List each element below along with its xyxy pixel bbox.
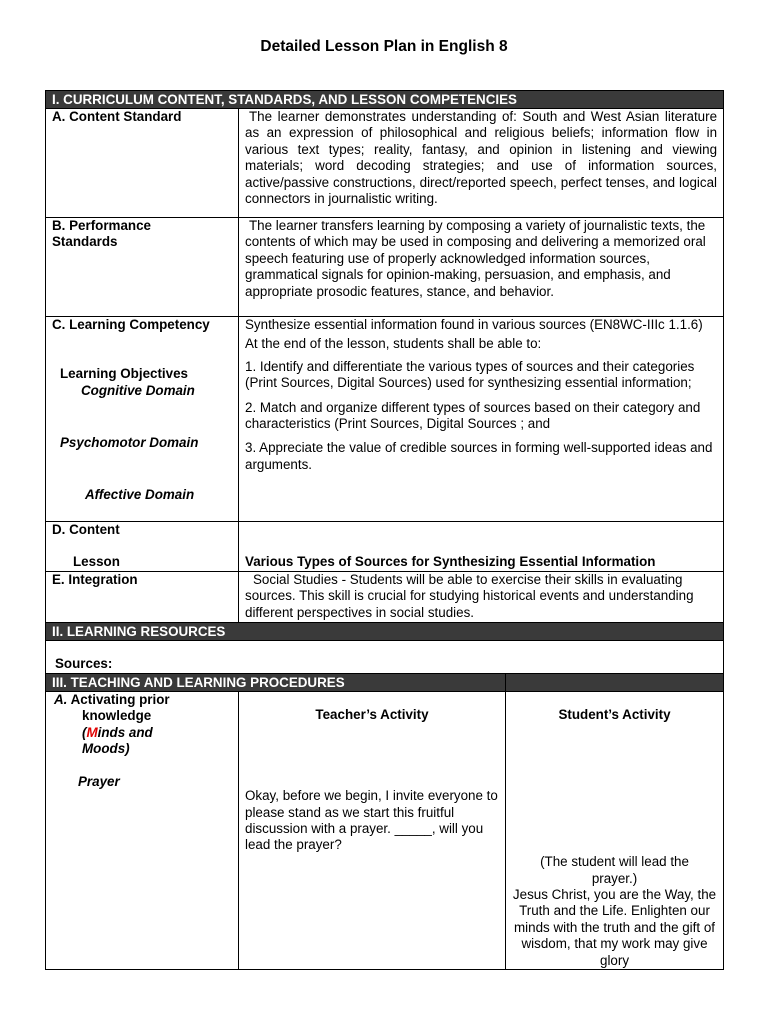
content-label-1: D. Content (52, 522, 120, 537)
objectives-intro: At the end of the lesson, students shall be able to: (245, 336, 542, 352)
mm-open-paren: ( (82, 724, 87, 740)
sources-row (46, 640, 724, 673)
teacher-activity-cell (239, 691, 506, 969)
objective-3: 3. Appreciate the value of credible sources in forming well-supported ideas and arguments. (245, 440, 713, 472)
content-label-cell (46, 522, 239, 572)
learning-competency-label-cell (46, 317, 239, 522)
activating-letter: A. (54, 691, 68, 707)
performance-standards-label-1: B. Performance (52, 218, 151, 233)
objective-2: 2. Match and organize different types of sources based on their category and characteristics (Print Sources, Digital Sources ; and (245, 399, 701, 432)
section-3-header-empty (506, 673, 724, 691)
activating-knowledge: knowledge (82, 708, 152, 724)
activating-label-cell (46, 691, 239, 969)
performance-standards-row (46, 218, 724, 317)
cognitive-domain-label: Cognitive Domain (81, 382, 195, 398)
sources-label: Sources: (46, 640, 724, 673)
section-3-header (46, 673, 724, 691)
content-row (46, 522, 724, 572)
integration-text: Social Studies - Students will be able to exercise their skills in evaluating sources. This skill is crucial for studying historical events and understanding different perspectives in social studies. (245, 571, 694, 620)
section-3-heading: III. TEACHING AND LEARNING PROCEDURES (46, 673, 506, 691)
mm-red-letter: M (86, 724, 98, 740)
section-1-heading: I. CURRICULUM CONTENT, STANDARDS, AND LESSON COMPETENCIES (46, 91, 724, 109)
learning-objectives-label: Learning Objectives (60, 366, 188, 382)
content-standard-text: The learner demonstrates understanding of: South and West Asian literature as an expression of philosophical and religious beliefs; information flow in various text types; reality, fantasy, and opinion in listening and viewing materials; word decoding strategies; and use of information sources, active/passive constructions, direct/reported speech, perfect tenses, and logical connectors in journalistic writing. (245, 109, 718, 207)
integration-row (46, 571, 724, 622)
document-title: Detailed Lesson Plan in English 8 (260, 38, 508, 55)
content-text: Various Types of Sources for Synthesizing Essential Information (245, 554, 656, 570)
procedures-row (46, 691, 724, 969)
content-standard-label: A. Content Standard (46, 109, 239, 218)
activating-text: Activating prior (70, 691, 170, 707)
minds-and-moods-label (52, 725, 232, 741)
content-standard-row (46, 109, 724, 218)
performance-standards-label-2: Standards (52, 234, 118, 250)
activating-label (52, 692, 232, 708)
performance-standards-cell (239, 218, 724, 317)
teacher-activity-text: Okay, before we begin, I invite everyone to please stand as we start this fruitful discussion with a prayer. _____, will you lead the prayer? (245, 788, 498, 853)
performance-standards-text: The learner transfers learning by composing a variety of journalistic texts, the contents of which may be used in composing and delivering a memorized oral speech featuring use of properly acknowledged information sources, grammatical signals for opinion-making, persuasion, and emphasis, and appropriate prosodic features, stance, and behavior. (245, 218, 706, 299)
learning-competency-cell (239, 317, 724, 522)
integration-label: E. Integration (46, 571, 239, 622)
learning-competency-label: C. Learning Competency (52, 317, 210, 332)
minds-and-moods-label-2: Moods) (82, 741, 130, 757)
learning-competency-row (46, 317, 724, 522)
student-activity-header: Student’s Activity (558, 706, 671, 722)
mm-rest-1: inds and (97, 724, 153, 740)
content-cell (239, 522, 724, 572)
performance-standards-label-cell (46, 218, 239, 317)
prayer-label: Prayer (78, 774, 120, 790)
student-activity-text-2: Jesus Christ, you are the Way, the Truth and the Life. Enlighten our minds with the truth and the gift of wisdom, that my work may give glory (512, 887, 717, 968)
section-1-header (46, 91, 724, 109)
learning-competency-text: Synthesize essential information found in various sources (EN8WC-IIIc 1.1.6) (245, 317, 703, 332)
student-activity-text-1: (The student will lead the prayer.) (540, 854, 689, 886)
content-standard-cell (239, 109, 724, 218)
affective-domain-label: Affective Domain (85, 486, 195, 502)
teacher-activity-header: Teacher’s Activity (315, 706, 429, 722)
student-activity-cell (506, 691, 724, 969)
section-2-heading: II. LEARNING RESOURCES (46, 622, 724, 640)
content-label-2: Lesson (73, 554, 120, 570)
section-2-header (46, 622, 724, 640)
objective-1: 1. Identify and differentiate the various types of sources and their categories (Print Sources, Digital Sources) used for synthesizing essential information; (245, 358, 695, 391)
psychomotor-domain-label: Psychomotor Domain (60, 435, 199, 451)
lesson-plan-table (45, 90, 724, 970)
integration-cell (239, 571, 724, 622)
